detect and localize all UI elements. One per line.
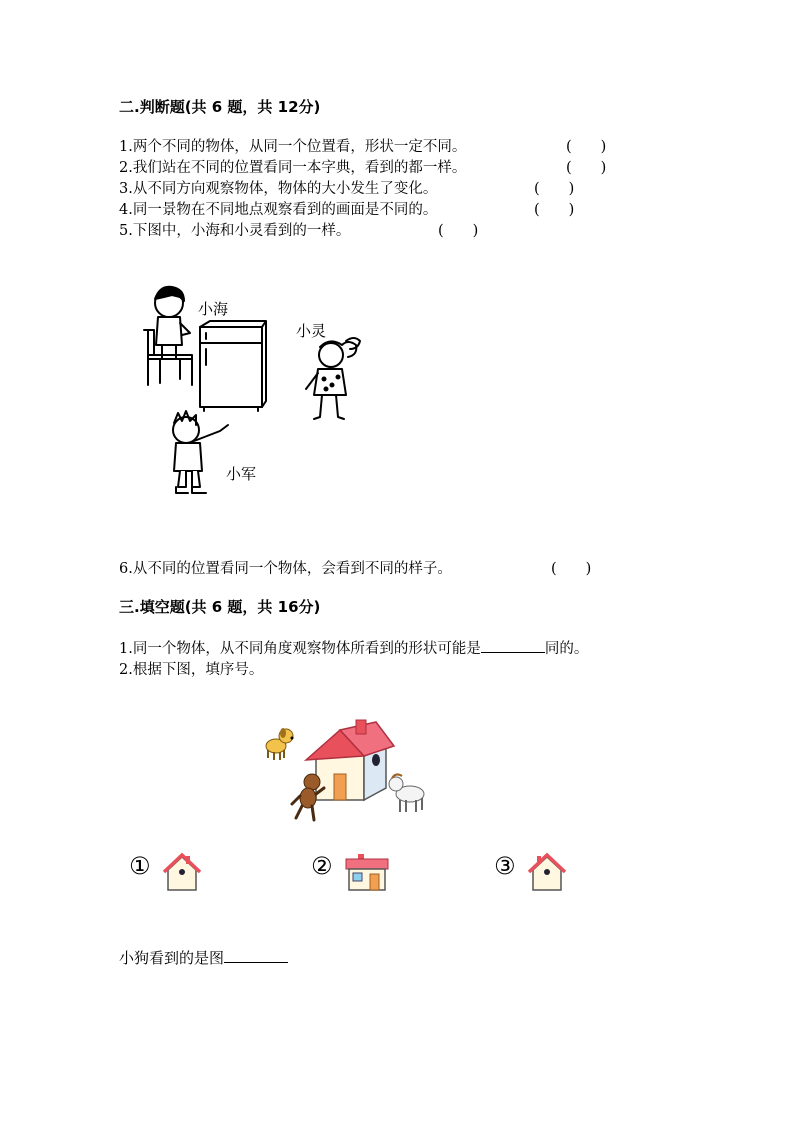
question-3-1	[119, 637, 588, 658]
question-3-1-before: 1.同一个物体，从不同角度观察物体所看到的形状可能是	[119, 641, 481, 657]
option-3-number: ③	[494, 852, 516, 880]
question-2-3: 3.从不同方向观察物体，物体的大小发生了变化。	[119, 181, 438, 197]
answer-paren-2-2[interactable]: ( )	[566, 160, 607, 176]
question-2-1: 1.两个不同的物体，从同一个位置看，形状一定不同。	[119, 139, 467, 155]
question-3-2: 2.根据下图，填序号。	[119, 662, 264, 678]
answer-blank-3-1[interactable]	[481, 638, 545, 653]
answer-paren-2-5[interactable]: ( )	[438, 223, 479, 239]
question-3-1-after: 同的。	[544, 641, 589, 657]
question-2-5: 5.下图中，小海和小灵看到的一样。	[119, 223, 351, 239]
option-1-number: ①	[129, 852, 151, 880]
question-2-4: 4.同一景物在不同地点观察看到的画面是不同的。	[119, 202, 438, 218]
answer-paren-2-4[interactable]: ( )	[534, 202, 575, 218]
option-2-house-icon[interactable]	[344, 852, 390, 892]
question-2-6: 6.从不同的位置看同一个物体，会看到不同的样子。	[119, 561, 452, 577]
question-3-2-prompt	[119, 947, 288, 968]
answer-paren-2-1[interactable]: ( )	[566, 139, 607, 155]
section-2-heading: 二.判断题(共 6 题，共 12分)	[119, 98, 321, 116]
question-2-2: 2.我们站在不同的位置看同一本字典，看到的都一样。	[119, 160, 467, 176]
section-3-heading: 三.填空题(共 6 题，共 16分)	[119, 598, 321, 616]
label-xiaojun: 小军	[226, 465, 257, 483]
label-xiaoling: 小灵	[296, 322, 327, 340]
option-1-house-icon[interactable]	[162, 852, 202, 892]
question-3-2-prompt-text: 小狗看到的是图	[119, 949, 225, 967]
answer-paren-2-3[interactable]: ( )	[534, 181, 575, 197]
answer-blank-3-2[interactable]	[224, 948, 288, 963]
label-xiaohai: 小海	[198, 300, 229, 318]
option-2-number: ②	[311, 852, 333, 880]
option-3-house-icon[interactable]	[527, 852, 567, 892]
house-scene-figure	[258, 716, 434, 828]
answer-paren-2-6[interactable]: ( )	[551, 561, 592, 577]
